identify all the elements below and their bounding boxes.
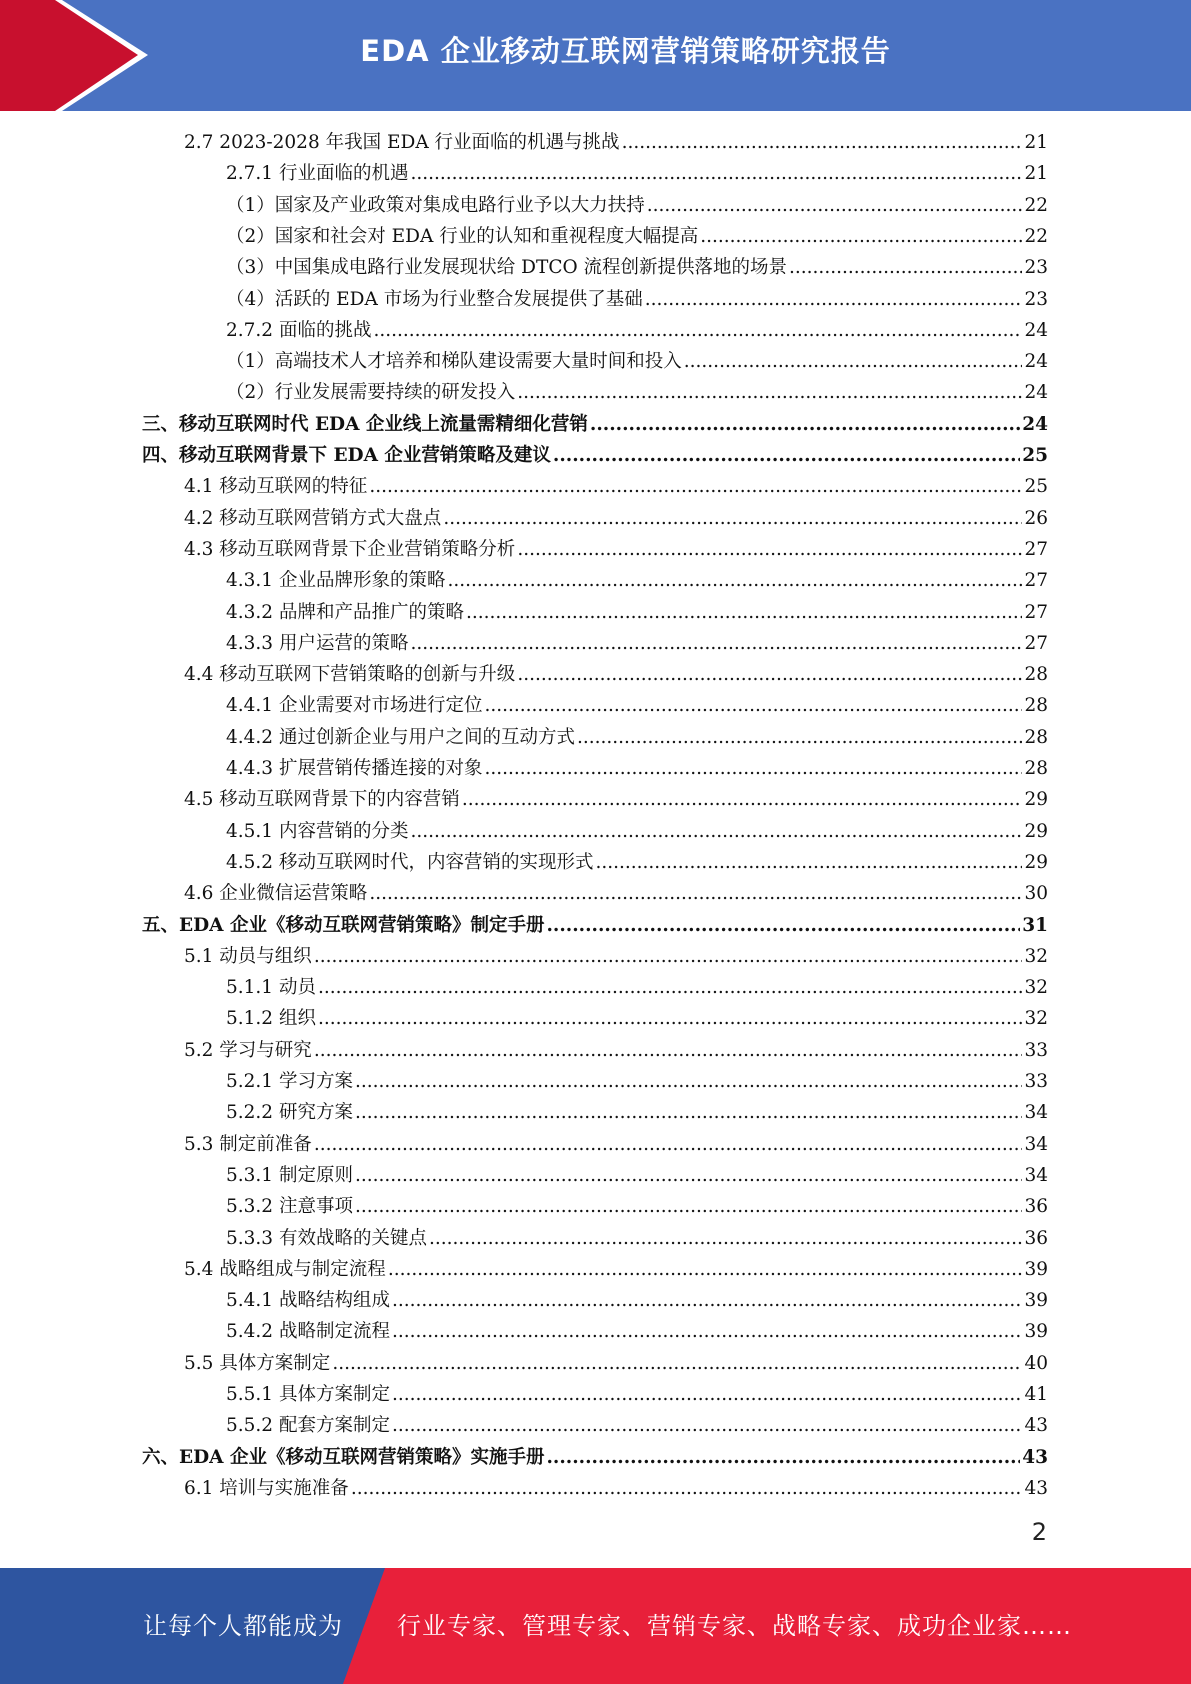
toc-dot-leader	[392, 1410, 1022, 1441]
toc-dot-leader	[314, 941, 1023, 972]
toc-entry[interactable]	[226, 252, 1048, 283]
toc-dot-leader	[447, 565, 1022, 596]
toc-entry-page: 30	[1024, 883, 1048, 905]
toc-dot-leader	[332, 1348, 1022, 1379]
toc-entry[interactable]	[226, 1223, 1048, 1254]
toc-dot-leader	[392, 1285, 1022, 1316]
toc-entry-page: 39	[1024, 1321, 1048, 1343]
toc-entry[interactable]	[226, 1316, 1048, 1347]
toc-entry-title: 4.6 企业微信运营策略	[184, 883, 368, 905]
toc-dot-leader	[355, 1097, 1023, 1128]
toc-entry[interactable]	[226, 816, 1048, 847]
toc-entry-page: 27	[1024, 538, 1048, 560]
toc-entry-page: 27	[1024, 570, 1048, 592]
toc-dot-leader	[590, 409, 1020, 440]
toc-dot-leader	[517, 534, 1022, 565]
toc-entry[interactable]	[226, 221, 1048, 252]
toc-entry-page: 43	[1024, 1415, 1048, 1437]
toc-entry[interactable]	[184, 1254, 1048, 1285]
toc-entry-title: 5.2.2 研究方案	[226, 1102, 353, 1124]
toc-entry-title: 五、EDA 企业《移动互联网营销策略》制定手册	[142, 914, 545, 936]
toc-dot-leader	[373, 315, 1022, 346]
report-title: EDA 企业移动互联网营销策略研究报告	[360, 34, 891, 68]
toc-entry-title: 2.7.2 面临的挑战	[226, 319, 372, 341]
toc-entry-page: 43	[1022, 1446, 1048, 1468]
toc-entry[interactable]	[226, 972, 1048, 1003]
toc-dot-leader	[647, 190, 1023, 221]
toc-entry[interactable]	[184, 941, 1048, 972]
toc-entry[interactable]	[184, 659, 1048, 690]
toc-entry-page: 21	[1024, 132, 1048, 153]
toc-entry[interactable]	[226, 1410, 1048, 1441]
toc-entry-title: 四、移动互联网背景下 EDA 企业营销策略及建议	[142, 445, 551, 466]
toc-dot-leader	[622, 127, 1023, 158]
toc-entry-title: 六、EDA 企业《移动互联网营销策略》实施手册	[142, 1446, 545, 1468]
toc-entry-page: 23	[1024, 288, 1048, 310]
toc-entry-page: 39	[1024, 1258, 1048, 1280]
toc-entry-title: 4.2 移动互联网营销方式大盘点	[184, 507, 442, 529]
toc-dot-leader	[318, 972, 1023, 1003]
toc-entry[interactable]	[226, 377, 1048, 408]
toc-dot-leader	[429, 1223, 1022, 1254]
toc-entry[interactable]	[142, 1442, 1048, 1473]
toc-entry-title: 5.1.1 动员	[226, 977, 316, 999]
toc-dot-leader	[314, 1035, 1023, 1066]
toc-entry-page: 34	[1024, 1133, 1048, 1155]
toc-entry[interactable]	[226, 284, 1048, 315]
toc-entry[interactable]	[226, 1379, 1048, 1410]
toc-entry-title: 5.2.1 学习方案	[226, 1071, 353, 1092]
toc-entry[interactable]	[184, 1035, 1048, 1066]
toc-dot-leader	[700, 221, 1022, 252]
toc-dot-leader	[355, 1191, 1023, 1222]
toc-entry[interactable]	[226, 315, 1048, 346]
toc-entry-page: 33	[1024, 1071, 1048, 1092]
footer-slogan-left: 让每个人都能成为	[143, 1612, 343, 1640]
toc-entry-page: 22	[1024, 194, 1048, 216]
toc-entry-title: 5.5 具体方案制定	[184, 1352, 331, 1374]
toc-entry[interactable]	[226, 847, 1048, 878]
toc-dot-leader	[484, 690, 1022, 721]
toc-entry-page: 25	[1024, 476, 1048, 498]
toc-entry-page: 36	[1024, 1227, 1048, 1249]
toc-entry-title: 4.5.2 移动互联网时代，内容营销的实现形式	[226, 851, 594, 873]
toc-dot-leader	[553, 440, 1020, 471]
toc-entry-page: 34	[1024, 1102, 1048, 1124]
toc-dot-leader	[462, 784, 1023, 815]
toc-entry-title: 4.5 移动互联网背景下的内容营销	[184, 789, 460, 811]
toc-dot-leader	[369, 471, 1022, 502]
toc-entry-title: 5.5.2 配套方案制定	[226, 1415, 390, 1437]
toc-entry[interactable]	[226, 158, 1048, 189]
toc-entry[interactable]	[142, 910, 1048, 941]
toc-entry-page: 29	[1024, 851, 1048, 873]
toc-entry-title: 2.7.1 行业面临的机遇	[226, 163, 409, 185]
toc-entry-title: （1）国家及产业政策对集成电路行业予以大力扶持	[226, 194, 645, 216]
toc-dot-leader	[577, 722, 1022, 753]
toc-entry-page: 25	[1022, 445, 1048, 466]
toc-dot-leader	[645, 284, 1023, 315]
toc-entry-title: 6.1 培训与实施准备	[184, 1477, 349, 1499]
toc-entry-title: 5.1.2 组织	[226, 1008, 316, 1030]
toc-entry[interactable]	[184, 471, 1048, 502]
toc-entry-title: 5.1 动员与组织	[184, 945, 312, 967]
toc-entry[interactable]	[226, 190, 1048, 221]
toc-entry-page: 28	[1024, 695, 1048, 717]
toc-entry-title: 4.4.2 通过创新企业与用户之间的互动方式	[226, 726, 575, 748]
toc-dot-leader	[466, 597, 1022, 628]
toc-entry-title: 5.3.3 有效战略的关键点	[226, 1227, 427, 1249]
toc-entry[interactable]	[226, 1160, 1048, 1191]
toc-entry-page: 29	[1024, 789, 1048, 811]
toc-entry-title: 4.3.3 用户运营的策略	[226, 632, 409, 654]
toc-entry[interactable]	[226, 565, 1048, 596]
toc-entry[interactable]	[184, 127, 1048, 158]
toc-entry[interactable]	[226, 690, 1048, 721]
toc-entry-title: 4.3 移动互联网背景下企业营销策略分析	[184, 538, 516, 560]
toc-entry-page: 27	[1024, 632, 1048, 654]
toc-entry-page: 31	[1022, 914, 1048, 936]
toc-entry-page: 21	[1024, 163, 1048, 185]
toc-entry-page: 41	[1024, 1384, 1048, 1405]
toc-entry[interactable]	[226, 1003, 1048, 1034]
toc-entry[interactable]	[142, 440, 1048, 471]
toc-dot-leader	[351, 1473, 1023, 1504]
toc-dot-leader	[484, 753, 1022, 784]
toc-entry-title: （4）活跃的 EDA 市场为行业整合发展提供了基础	[226, 288, 643, 310]
toc-entry-page: 32	[1024, 945, 1048, 967]
toc-entry-page: 39	[1024, 1290, 1048, 1312]
toc-entry-title: 4.3.2 品牌和产品推广的策略	[226, 601, 464, 623]
toc-entry-page: 22	[1024, 225, 1048, 247]
toc-entry-title: 5.5.1 具体方案制定	[226, 1384, 390, 1405]
toc-entry-title: （2）行业发展需要持续的研发投入	[226, 382, 516, 404]
toc-entry-title: 4.3.1 企业品牌形象的策略	[226, 570, 446, 592]
toc-entry-page: 34	[1024, 1164, 1048, 1186]
toc-dot-leader	[392, 1379, 1022, 1410]
toc-entry[interactable]	[184, 784, 1048, 815]
toc-entry-title: 4.5.1 内容营销的分类	[226, 820, 409, 842]
toc-dot-leader	[443, 503, 1022, 534]
toc-entry-page: 24	[1024, 319, 1048, 341]
toc-entry-title: 5.4.1 战略结构组成	[226, 1290, 390, 1312]
toc-dot-leader	[789, 252, 1022, 283]
toc-dot-leader	[410, 816, 1022, 847]
toc-entry[interactable]	[226, 753, 1048, 784]
toc-entry-title: 2.7 2023-2028 年我国 EDA 行业面临的机遇与挑战	[184, 132, 620, 153]
toc-entry-title: （3）中国集成电路行业发展现状给 DTCO 流程创新提供落地的场景	[226, 257, 788, 279]
toc-entry-title: 5.2 学习与研究	[184, 1039, 312, 1061]
toc-dot-leader	[546, 910, 1020, 941]
toc-entry-title: （2）国家和社会对 EDA 行业的认知和重视程度大幅提高	[226, 225, 699, 247]
toc-entry-page: 40	[1024, 1352, 1048, 1374]
toc-entry[interactable]	[184, 1129, 1048, 1160]
toc-dot-leader	[546, 1442, 1020, 1473]
toc-entry-title: 4.1 移动互联网的特征	[184, 476, 368, 498]
toc-entry-title: 三、移动互联网时代 EDA 企业线上流量需精细化营销	[142, 413, 588, 435]
toc-entry-page: 24	[1024, 351, 1048, 373]
toc-entry-title: 5.4 战略组成与制定流程	[184, 1258, 386, 1280]
toc-entry[interactable]	[184, 878, 1048, 909]
toc-entry-title: 4.4 移动互联网下营销策略的创新与升级	[184, 664, 516, 686]
toc-dot-leader	[595, 847, 1022, 878]
toc-entry-title: 5.3 制定前准备	[184, 1133, 312, 1155]
toc-entry[interactable]	[226, 1097, 1048, 1128]
toc-dot-leader	[388, 1254, 1023, 1285]
toc-entry-page: 28	[1024, 726, 1048, 748]
toc-dot-leader	[392, 1316, 1022, 1347]
toc-entry-page: 32	[1024, 977, 1048, 999]
toc-entry[interactable]	[226, 1191, 1048, 1222]
toc-entry[interactable]	[142, 409, 1048, 440]
toc-entry-page: 24	[1024, 382, 1048, 404]
toc-dot-leader	[355, 1066, 1023, 1097]
toc-entry-title: 4.4.3 扩展营销传播连接的对象	[226, 758, 483, 779]
toc-dot-leader	[318, 1003, 1023, 1034]
toc-entry[interactable]	[184, 534, 1048, 565]
toc-entry[interactable]	[226, 346, 1048, 377]
toc-entry-title: 4.4.1 企业需要对市场进行定位	[226, 695, 483, 717]
toc-entry-page: 28	[1024, 664, 1048, 686]
toc-dot-leader	[517, 659, 1022, 690]
toc-entry[interactable]	[226, 1285, 1048, 1316]
page-header	[0, 0, 1191, 111]
toc-entry-page: 28	[1024, 758, 1048, 779]
page-footer	[0, 1568, 1191, 1684]
toc-entry-page: 26	[1024, 507, 1048, 529]
toc-dot-leader	[410, 158, 1022, 189]
toc-entry-page: 36	[1024, 1196, 1048, 1218]
toc-dot-leader	[410, 628, 1022, 659]
toc-entry[interactable]	[184, 1473, 1048, 1504]
toc-dot-leader	[369, 878, 1022, 909]
toc-entry-page: 27	[1024, 601, 1048, 623]
toc-entry[interactable]	[226, 628, 1048, 659]
toc-dot-leader	[355, 1160, 1023, 1191]
toc-entry-title: （1）高端技术人才培养和梯队建设需要大量时间和投入	[226, 351, 682, 373]
page-number: 2	[1031, 1518, 1047, 1546]
toc-entry[interactable]	[226, 1066, 1048, 1097]
toc-dot-leader	[314, 1129, 1023, 1160]
toc-entry-page: 33	[1024, 1039, 1048, 1061]
toc-entry-page: 29	[1024, 820, 1048, 842]
toc-entry-title: 5.3.1 制定原则	[226, 1164, 353, 1186]
toc-dot-leader	[684, 346, 1023, 377]
toc-entry-title: 5.3.2 注意事项	[226, 1196, 353, 1218]
toc-entry[interactable]	[184, 1348, 1048, 1379]
toc-entry[interactable]	[226, 722, 1048, 753]
footer-slogan-right: 行业专家、管理专家、营销专家、战略专家、成功企业家……	[397, 1612, 1072, 1640]
toc-entry-page: 32	[1024, 1008, 1048, 1030]
toc-dot-leader	[517, 377, 1022, 408]
toc-entry[interactable]	[184, 503, 1048, 534]
toc-entry[interactable]	[226, 597, 1048, 628]
toc-entry-page: 43	[1024, 1477, 1048, 1499]
toc-entry-page: 23	[1024, 257, 1048, 279]
toc-entry-page: 24	[1022, 413, 1048, 435]
toc-entry-title: 5.4.2 战略制定流程	[226, 1321, 390, 1343]
